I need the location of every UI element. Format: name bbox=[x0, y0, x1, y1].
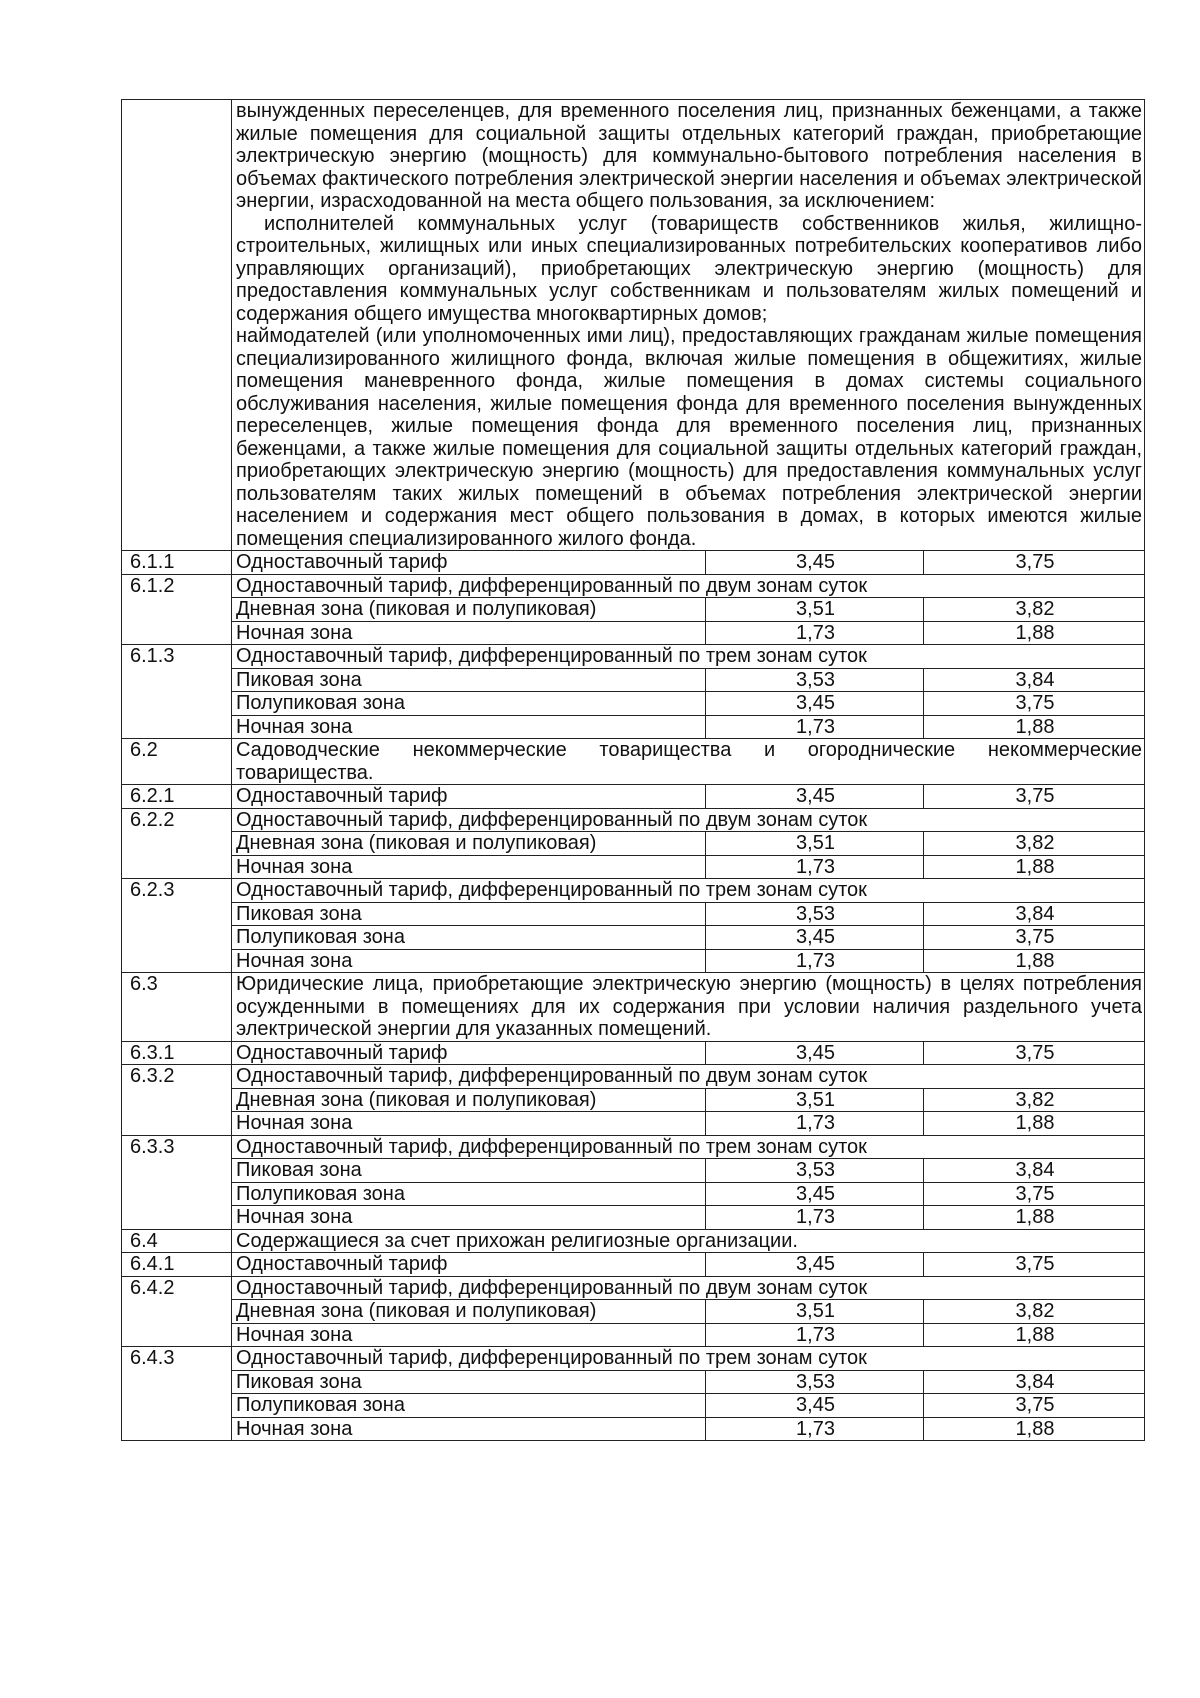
tariff-value-2: 3,82 bbox=[924, 1300, 1145, 1324]
tariff-row bbox=[122, 785, 1145, 809]
tariff-name: Дневная зона (пиковая и полупиковая) bbox=[232, 1088, 706, 1112]
tariff-value-2: 3,75 bbox=[924, 551, 1145, 575]
tariff-group-row bbox=[122, 808, 1145, 832]
tariff-table-body bbox=[122, 100, 1145, 1441]
tariff-name: Пиковая зона bbox=[232, 1370, 706, 1394]
tariff-value-1: 1,73 bbox=[706, 949, 924, 973]
tariff-value-2: 3,84 bbox=[924, 1370, 1145, 1394]
section-title: Содержащиеся за счет прихожан религиозные организации. bbox=[232, 1229, 1145, 1253]
tariff-name: Дневная зона (пиковая и полупиковая) bbox=[232, 1300, 706, 1324]
intro-text-cell bbox=[232, 100, 1145, 551]
tariff-group-row bbox=[122, 879, 1145, 903]
tariff-name: Дневная зона (пиковая и полупиковая) bbox=[232, 832, 706, 856]
tariff-value-2: 3,82 bbox=[924, 598, 1145, 622]
tariff-value-2: 1,88 bbox=[924, 621, 1145, 645]
intro-row bbox=[122, 100, 1145, 551]
tariff-group-row bbox=[122, 1065, 1145, 1089]
tariff-value-1: 3,45 bbox=[706, 1394, 924, 1418]
tariff-name: Одноставочный тариф bbox=[232, 1253, 706, 1277]
tariff-row bbox=[122, 1300, 1145, 1324]
tariff-value-1: 1,73 bbox=[706, 1206, 924, 1230]
tariff-value-2: 1,88 bbox=[924, 1417, 1145, 1441]
tariff-group-title: Одноставочный тариф, дифференцированный по двум зонам суток bbox=[232, 574, 1145, 598]
tariff-row bbox=[122, 1323, 1145, 1347]
tariff-value-1: 3,45 bbox=[706, 692, 924, 716]
tariff-name: Дневная зона (пиковая и полупиковая) bbox=[232, 598, 706, 622]
tariff-row bbox=[122, 598, 1145, 622]
tariff-row bbox=[122, 1394, 1145, 1418]
tariff-group-row bbox=[122, 1347, 1145, 1371]
tariff-name: Полупиковая зона bbox=[232, 692, 706, 716]
section-row bbox=[122, 1229, 1145, 1253]
tariff-value-2: 3,75 bbox=[924, 1182, 1145, 1206]
tariff-group-title: Одноставочный тариф, дифференцированный по двум зонам суток bbox=[232, 808, 1145, 832]
tariff-row bbox=[122, 855, 1145, 879]
tariff-row bbox=[122, 832, 1145, 856]
tariff-row bbox=[122, 1041, 1145, 1065]
tariff-row bbox=[122, 949, 1145, 973]
tariff-group-title: Одноставочный тариф, дифференцированный по двум зонам суток bbox=[232, 1065, 1145, 1089]
tariff-value-1: 1,73 bbox=[706, 715, 924, 739]
item-code: 6.3.2 bbox=[122, 1065, 232, 1136]
tariff-name: Ночная зона bbox=[232, 1323, 706, 1347]
tariff-group-title: Одноставочный тариф, дифференцированный по трем зонам суток bbox=[232, 1347, 1145, 1371]
item-code: 6.4.1 bbox=[122, 1253, 232, 1277]
tariff-row bbox=[122, 926, 1145, 950]
section-code: 6.3 bbox=[122, 973, 232, 1042]
tariff-row bbox=[122, 1159, 1145, 1183]
tariff-row bbox=[122, 1182, 1145, 1206]
section-code: 6.4 bbox=[122, 1229, 232, 1253]
tariff-value-2: 3,84 bbox=[924, 668, 1145, 692]
tariff-name: Одноставочный тариф bbox=[232, 785, 706, 809]
tariff-value-2: 1,88 bbox=[924, 1112, 1145, 1136]
tariff-value-2: 3,75 bbox=[924, 1253, 1145, 1277]
tariff-row bbox=[122, 1088, 1145, 1112]
tariff-value-1: 3,53 bbox=[706, 902, 924, 926]
tariff-value-2: 1,88 bbox=[924, 1323, 1145, 1347]
tariff-value-1: 3,51 bbox=[706, 832, 924, 856]
tariff-group-title: Одноставочный тариф, дифференцированный по двум зонам суток bbox=[232, 1276, 1145, 1300]
tariff-value-2: 3,82 bbox=[924, 1088, 1145, 1112]
section-code: 6.2 bbox=[122, 739, 232, 785]
section-title: Юридические лица, приобретающие электрическую энергию (мощность) в целях потребления осужденными в помещениях для их содержания при условии наличия раздельного учета электрической энергии для указанных помещений. bbox=[232, 973, 1145, 1042]
tariff-name: Полупиковая зона bbox=[232, 1394, 706, 1418]
tariff-value-2: 1,88 bbox=[924, 715, 1145, 739]
tariff-value-1: 3,51 bbox=[706, 598, 924, 622]
intro-paragraph: наймодателей (или уполномоченных ими лиц), предоставляющих гражданам жилые помещения специализированного жилищного фонда, включая жилые помещения в общежитиях, жилые помещения маневренного фонда, жилые помещения в домах системы социального обслуживания населения, жилые помещения фонда для временного поселения вынужденных переселенцев, жилые помещения фонда для временного поселения лиц, признанных беженцами, а также жилые помещения для социальной защиты отдельных категорий граждан, приобретающих электрическую энергию (мощность) для предоставления коммунальных услуг пользователям таких жилых помещений в объемах потребления электрической энергии населением и содержания мест общего пользования в домах, в которых имеются жилые помещения специализированного жилого фонда. bbox=[236, 325, 1142, 550]
tariff-value-2: 3,82 bbox=[924, 832, 1145, 856]
tariff-group-title: Одноставочный тариф, дифференцированный по трем зонам суток bbox=[232, 645, 1145, 669]
tariff-group-row bbox=[122, 574, 1145, 598]
tariff-name: Ночная зона bbox=[232, 855, 706, 879]
tariff-name: Пиковая зона bbox=[232, 1159, 706, 1183]
tariff-group-row bbox=[122, 1135, 1145, 1159]
tariff-row bbox=[122, 1370, 1145, 1394]
tariff-value-1: 3,51 bbox=[706, 1088, 924, 1112]
tariff-value-2: 3,84 bbox=[924, 902, 1145, 926]
tariff-group-row bbox=[122, 1276, 1145, 1300]
tariff-name: Ночная зона bbox=[232, 1417, 706, 1441]
section-row bbox=[122, 973, 1145, 1042]
tariff-name: Одноставочный тариф bbox=[232, 551, 706, 575]
item-code: 6.2.3 bbox=[122, 879, 232, 973]
tariff-name: Полупиковая зона bbox=[232, 926, 706, 950]
tariff-name: Одноставочный тариф bbox=[232, 1041, 706, 1065]
tariff-value-2: 3,75 bbox=[924, 926, 1145, 950]
intro-paragraph: исполнителей коммунальных услуг (товариществ собственников жилья, жилищно-строительных, жилищных или иных специализированных потребительских кооперативов либо управляющих организаций), приобретающих электрическую энергию (мощность) для предоставления коммунальных услуг собственникам и пользователям жилых помещений и содержания общего имущества многоквартирных домов; bbox=[236, 212, 1142, 325]
tariff-group-title: Одноставочный тариф, дифференцированный по трем зонам суток bbox=[232, 879, 1145, 903]
tariff-table bbox=[121, 99, 1145, 1441]
tariff-row bbox=[122, 1253, 1145, 1277]
tariff-group-title: Одноставочный тариф, дифференцированный по трем зонам суток bbox=[232, 1135, 1145, 1159]
tariff-value-2: 3,75 bbox=[924, 785, 1145, 809]
tariff-name: Ночная зона bbox=[232, 1206, 706, 1230]
tariff-row bbox=[122, 1206, 1145, 1230]
tariff-group-row bbox=[122, 645, 1145, 669]
tariff-value-1: 1,73 bbox=[706, 621, 924, 645]
tariff-value-1: 3,45 bbox=[706, 1041, 924, 1065]
item-code: 6.3.3 bbox=[122, 1135, 232, 1229]
tariff-row bbox=[122, 715, 1145, 739]
tariff-name: Ночная зона bbox=[232, 949, 706, 973]
intro-paragraph: вынужденных переселенцев, для временного поселения лиц, признанных беженцами, а также жилые помещения для социальной защиты отдельных категорий граждан, приобретающие электрическую энергию (мощность) для коммунально-бытового потребления населения в объемах фактического потребления электрической энергии населения и объемах электрической энергии, израсходованной на места общего пользования, за исключением: bbox=[236, 100, 1142, 212]
tariff-row bbox=[122, 1112, 1145, 1136]
item-code: 6.2.2 bbox=[122, 808, 232, 879]
tariff-value-1: 1,73 bbox=[706, 1112, 924, 1136]
tariff-row bbox=[122, 692, 1145, 716]
tariff-value-1: 3,45 bbox=[706, 1253, 924, 1277]
item-code: 6.1.3 bbox=[122, 645, 232, 739]
tariff-value-1: 3,45 bbox=[706, 1182, 924, 1206]
tariff-row bbox=[122, 1417, 1145, 1441]
tariff-name: Ночная зона bbox=[232, 621, 706, 645]
tariff-value-1: 1,73 bbox=[706, 1417, 924, 1441]
tariff-value-1: 1,73 bbox=[706, 855, 924, 879]
item-code: 6.1.1 bbox=[122, 551, 232, 575]
tariff-row bbox=[122, 551, 1145, 575]
item-code: 6.4.3 bbox=[122, 1347, 232, 1441]
tariff-name: Пиковая зона bbox=[232, 902, 706, 926]
tariff-value-1: 3,45 bbox=[706, 551, 924, 575]
item-code: 6.1.2 bbox=[122, 574, 232, 645]
tariff-value-2: 3,75 bbox=[924, 1394, 1145, 1418]
tariff-row bbox=[122, 902, 1145, 926]
tariff-value-1: 3,53 bbox=[706, 668, 924, 692]
tariff-name: Ночная зона bbox=[232, 1112, 706, 1136]
tariff-value-2: 3,84 bbox=[924, 1159, 1145, 1183]
tariff-value-1: 3,45 bbox=[706, 785, 924, 809]
tariff-value-2: 1,88 bbox=[924, 1206, 1145, 1230]
item-code: 6.4.2 bbox=[122, 1276, 232, 1347]
tariff-value-1: 3,53 bbox=[706, 1370, 924, 1394]
tariff-row bbox=[122, 621, 1145, 645]
section-row bbox=[122, 739, 1145, 785]
item-code: 6.2.1 bbox=[122, 785, 232, 809]
tariff-value-2: 3,75 bbox=[924, 692, 1145, 716]
tariff-value-1: 3,51 bbox=[706, 1300, 924, 1324]
tariff-name: Полупиковая зона bbox=[232, 1182, 706, 1206]
tariff-row bbox=[122, 668, 1145, 692]
tariff-value-1: 1,73 bbox=[706, 1323, 924, 1347]
section-title: Садоводческие некоммерческие товарищества и огороднические некоммерческие товарищества. bbox=[232, 739, 1145, 785]
tariff-value-1: 3,45 bbox=[706, 926, 924, 950]
intro-code-cell bbox=[122, 100, 232, 551]
tariff-name: Ночная зона bbox=[232, 715, 706, 739]
tariff-value-2: 1,88 bbox=[924, 949, 1145, 973]
tariff-value-2: 3,75 bbox=[924, 1041, 1145, 1065]
tariff-name: Пиковая зона bbox=[232, 668, 706, 692]
tariff-value-2: 1,88 bbox=[924, 855, 1145, 879]
tariff-value-1: 3,53 bbox=[706, 1159, 924, 1183]
item-code: 6.3.1 bbox=[122, 1041, 232, 1065]
